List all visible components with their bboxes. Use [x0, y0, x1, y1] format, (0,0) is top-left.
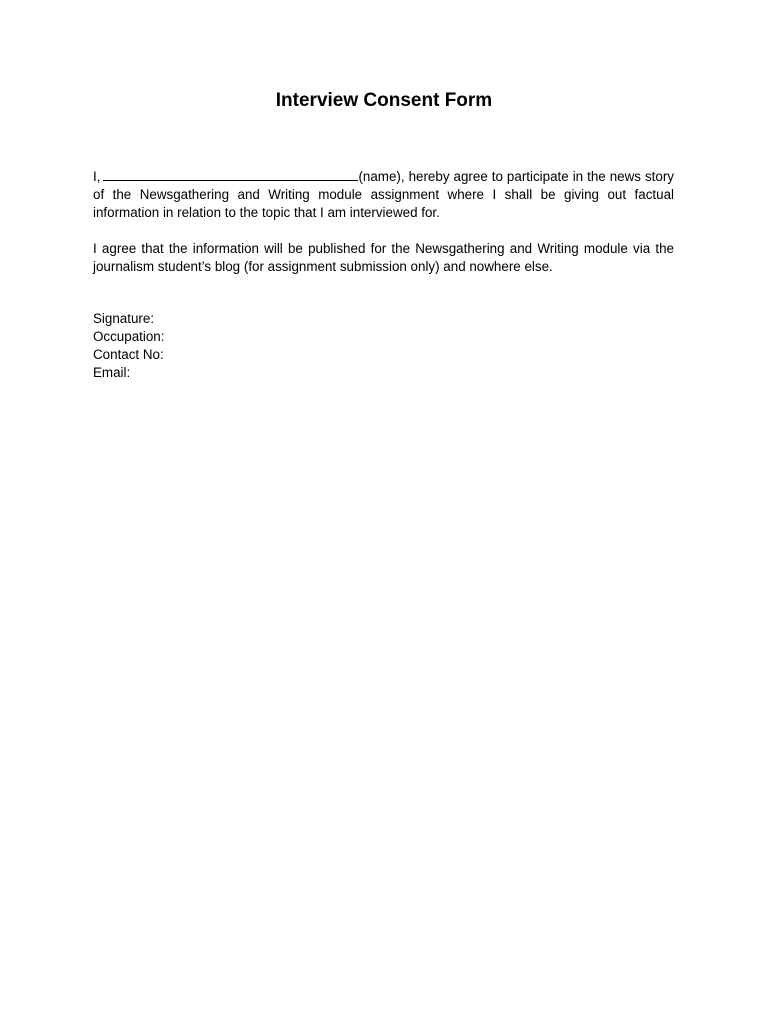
consent-body [93, 168, 674, 276]
signature-fields [93, 310, 164, 382]
paragraph-prefix: I, [93, 169, 101, 184]
name-blank-line[interactable] [103, 168, 358, 181]
consent-paragraph-publication: I agree that the information will be published for the Newsgathering and Writing module via the journalism student’s blog (for assignment submission only) and nowhere else. [93, 241, 674, 274]
occupation-label: Occupation: [93, 329, 165, 344]
consent-paragraph-name [93, 168, 674, 222]
email-label: Email: [93, 365, 131, 380]
form-title: Interview Consent Form [275, 90, 493, 111]
contact-no-label: Contact No: [93, 347, 164, 362]
paragraph-rest: (name), hereby agree to participate in the news story of the Newsgathering and Writing module assignment where I shall be giving out factual information in relation to the topic that I am interviewed for. [93, 169, 674, 220]
signature-label: Signature: [93, 311, 155, 326]
